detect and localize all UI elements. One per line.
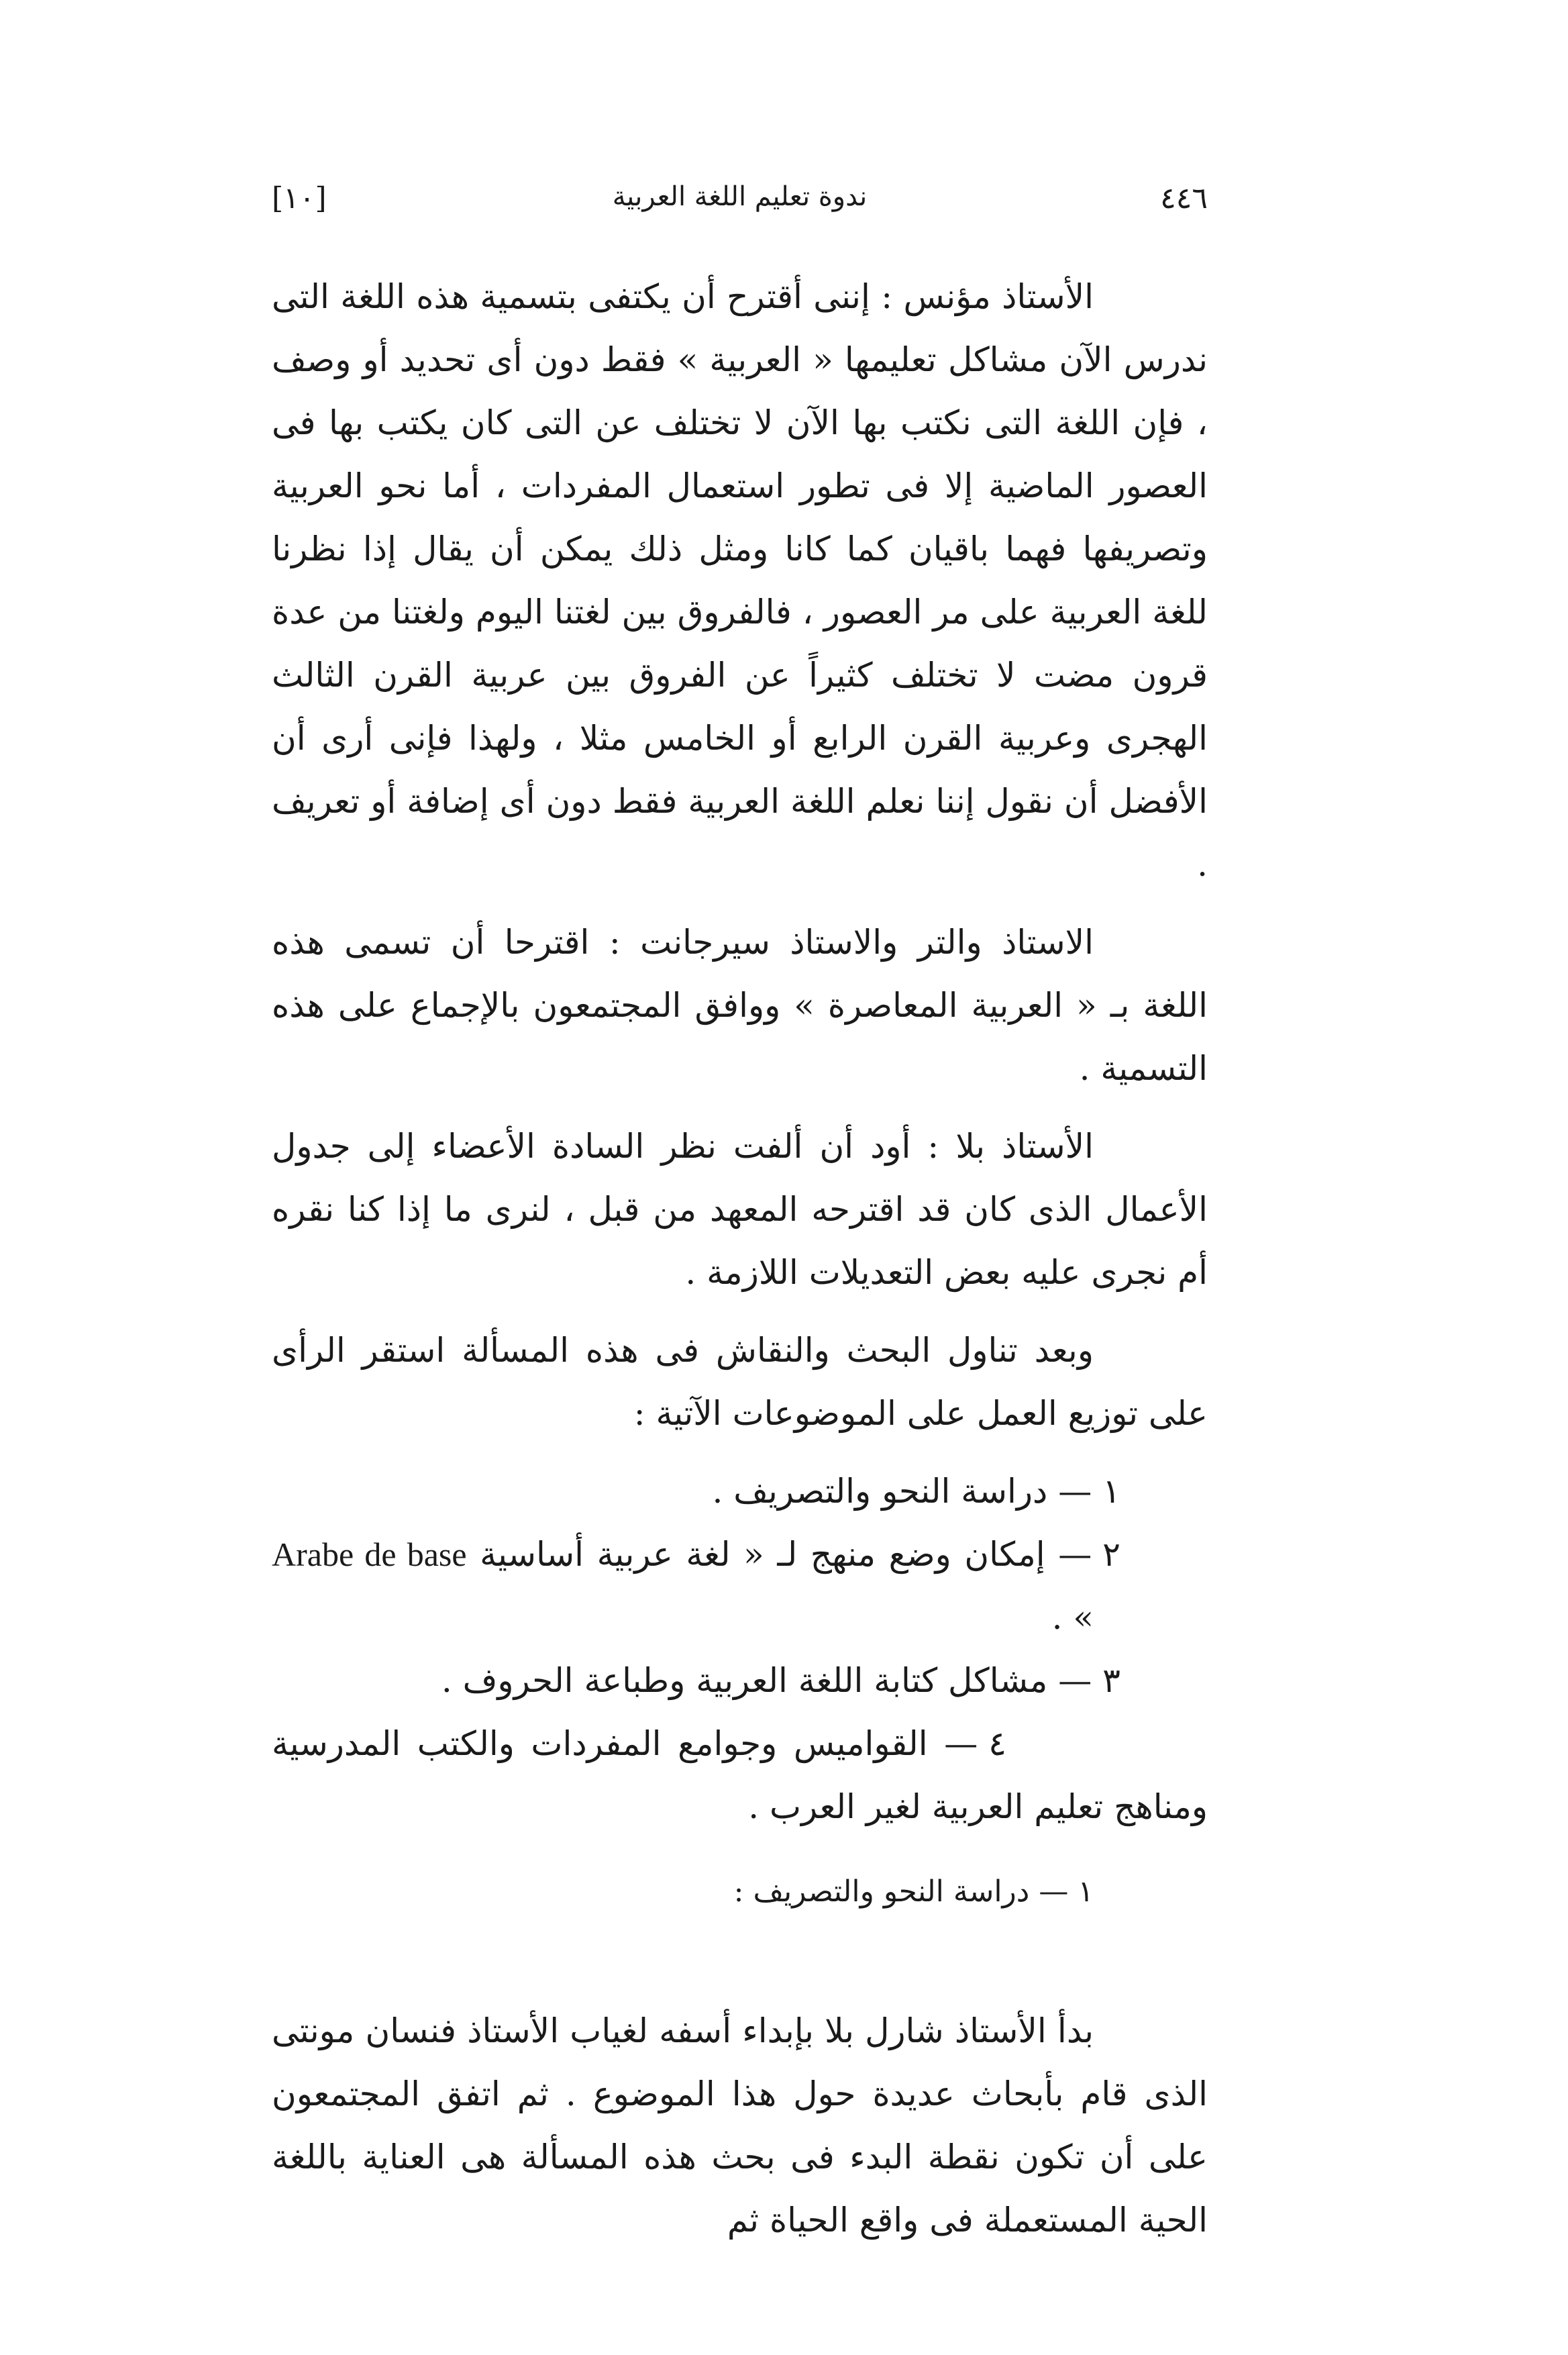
item-number: ٣ — [1058,1661,1120,1700]
section-marker: [١٠] [272,181,327,215]
item-text: دراسة النحو والتصريف . [712,1472,1048,1511]
list-item [272,1523,1208,1649]
running-header [272,181,1208,242]
item-latin-term: Arabe de base [272,1536,467,1573]
list-item [272,1649,1208,1712]
body-text [272,265,1208,2266]
item-text-end: » . [1051,1598,1094,1637]
section-heading: ١ — دراسة النحو والتصريف : [733,1874,1094,1909]
topics-list [272,1460,1208,1838]
paragraph-closing: بدأ الأستاذ شارل بلا بإبداء أسفه لغياب الأستاذ فنسان مونتى الذى قام بأبحاث عديدة حول هذا الموضوع . ثم اتفق المجتمعون على أن تكون نقطة البدء فى بحث هذه المسألة هى العناية باللغة الحية المستعملة فى واقع الحياة ثم [272,2011,1208,2240]
list-item [272,1712,1208,1838]
item-number: ١ — [1058,1472,1120,1511]
item-number: ٢ — [1058,1535,1120,1574]
item-number: ٤ — [944,1724,1006,1763]
paragraph-walter-serjeant: الاستاذ والتر والاستاذ سيرجانت : اقترحا أن تسمى هذه اللغة بـ « العربية المعاصرة » ووافق المجتمعون بالإجماع على هذه التسمية . [272,923,1208,1088]
item-text: مشاكل كتابة اللغة العربية وطباعة الحروف . [441,1661,1048,1700]
list-item [272,1460,1208,1523]
paragraph-mounes: الأستاذ مؤنس : إننى أقترح أن يكتفى بتسمية هذه اللغة التى ندرس الآن مشاكل تعليمها « العربية » فقط دون أى تحديد أو وصف ، فإن اللغة التى نكتب بها الآن لا تختلف عن التى كان يكتب بها فى العصور الماضية إلا فى تطور استعمال المفردات ، أما نحو العربية وتصريفها فهما باقيان كما كانا ومثل ذلك يمكن أن يقال إذا نظرنا للغة العربية على مر العصور ، فالفروق بين لغتنا اليوم ولغتنا من عدة قرون مضت لا تختلف كثيراً عن الفروق بين عربية القرن الثالث الهجرى وعربية القرن الرابع أو الخامس مثلا ، ولهذا فإنى أرى أن الأفضل أن نقول إننا نعلم اللغة العربية فقط دون أى إضافة أو تعريف . [272,277,1208,884]
paragraph-discussion: وبعد تناول البحث والنقاش فى هذه المسألة استقر الرأى على توزيع العمل على الموضوعات الآتية : [272,1331,1208,1433]
page-number: ٤٤٦ [1160,181,1208,215]
item-text: القواميس وجوامع المفردات والكتب المدرسية ومناهج تعليم العربية لغير العرب . [272,1724,1208,1826]
item-text: إمكان وضع منهج لـ « لغة عربية أساسية [480,1535,1045,1574]
paragraph-pellat: الأستاذ بلا : أود أن ألفت نظر السادة الأعضاء إلى جدول الأعمال الذى كان قد اقترحه المعهد من قبل ، لنرى ما إذا كنا نقره أم نجرى عليه بعض التعديلات اللازمة . [272,1127,1208,1292]
running-title: ندوة تعليم اللغة العربية [612,181,868,212]
